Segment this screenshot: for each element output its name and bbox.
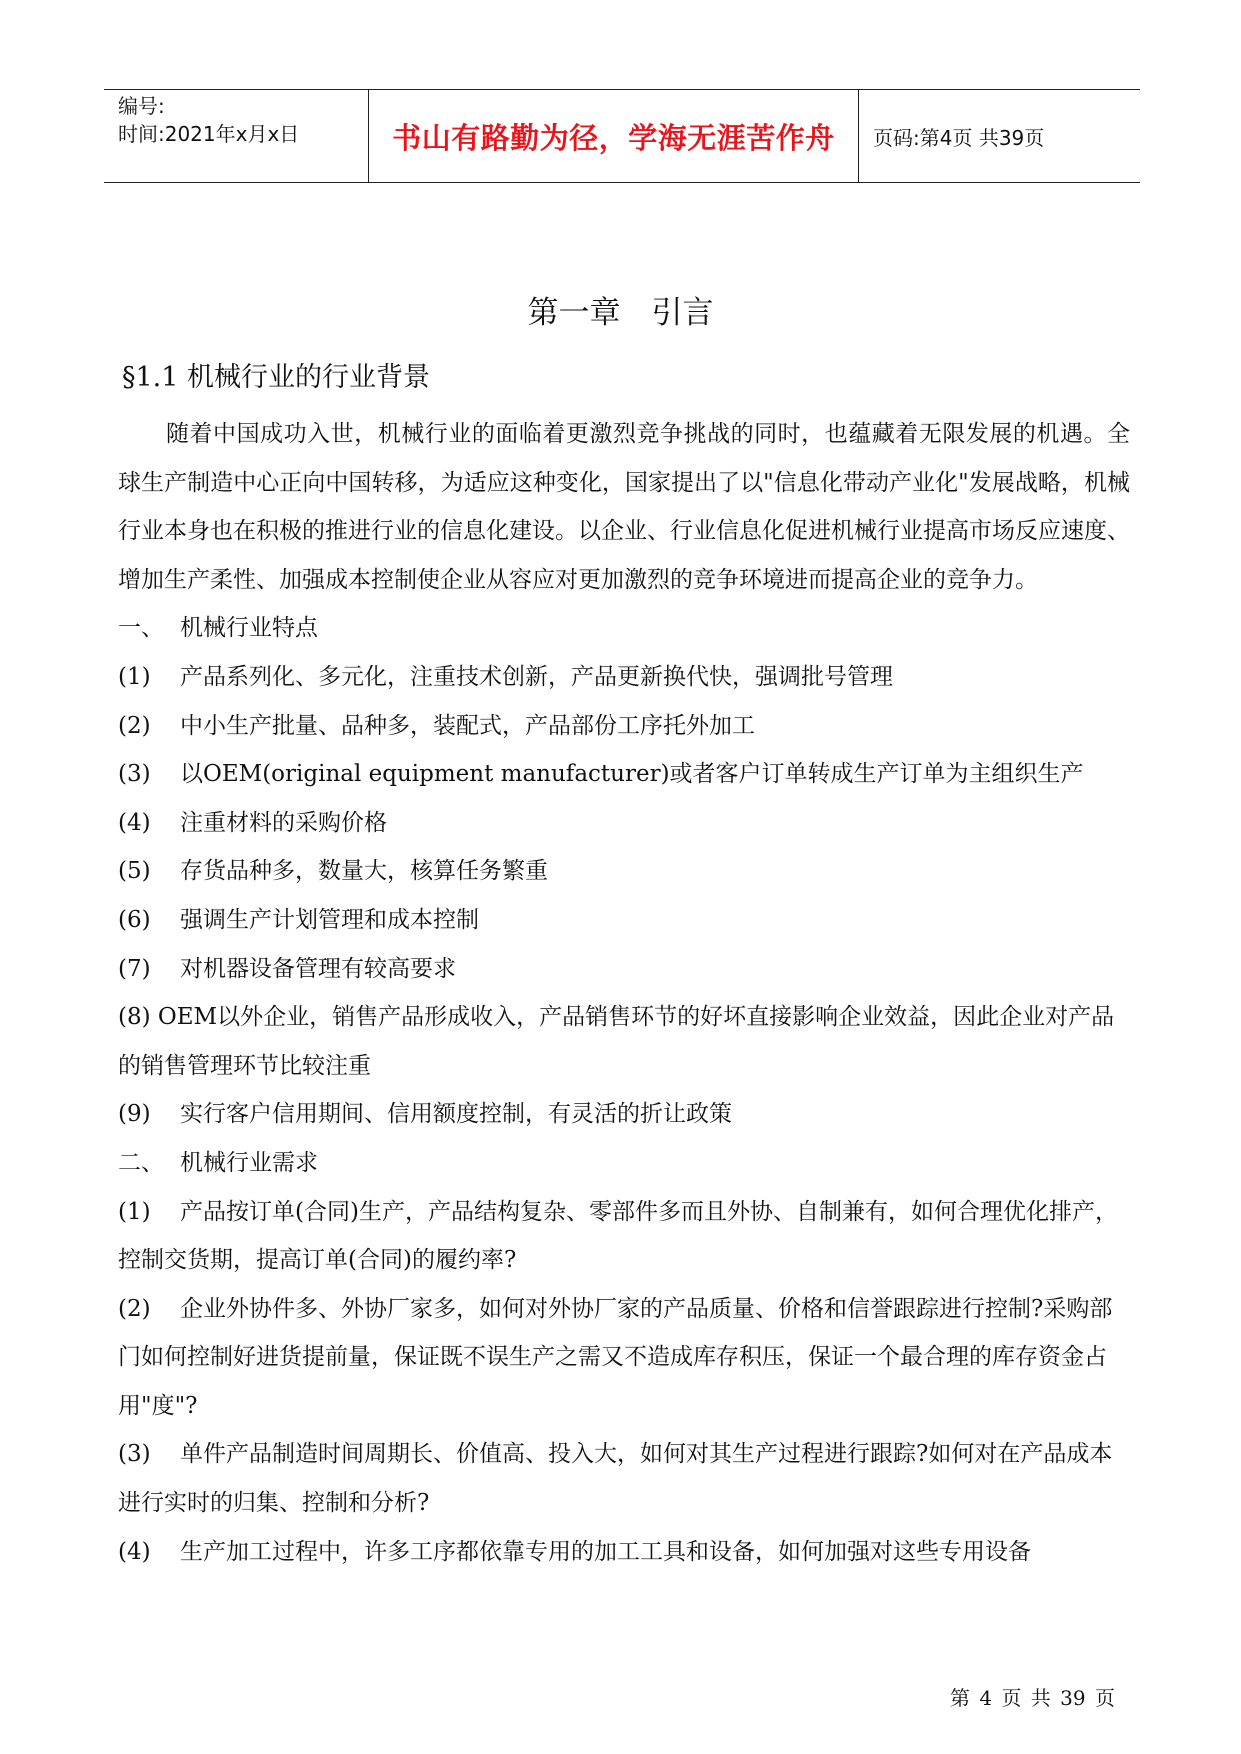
motto-text: 书山有路勤为径，学海无涯苦作舟 xyxy=(392,120,835,155)
serial-number-label: 编号: xyxy=(118,94,165,118)
list-item xyxy=(118,1188,1130,1285)
list-item-text: 强调生产计划管理和成本控制 xyxy=(180,906,479,933)
list-item-text: 实行客户信用期间、信用额度控制，有灵活的折让政策 xyxy=(180,1101,732,1128)
list-item xyxy=(118,847,1130,896)
section-title: §1.1 机械行业的行业背景 xyxy=(122,362,431,393)
header-motto-cell xyxy=(369,90,859,182)
list-item-text: OEM以外企业，销售产品形成收入，产品销售环节的好坏直接影响企业效益，因此企业对产品的销售管理环节比较注重 xyxy=(118,1004,1115,1079)
list-item xyxy=(118,702,1130,751)
list-item-text: 产品按订单(合同)生产，产品结构复杂、零部件多而且外协、自制兼有，如何合理优化排产，控制交货期，提高订单(合同)的履约率? xyxy=(118,1198,1118,1274)
page-number-label: 页码:第4页 共39页 xyxy=(873,125,1045,150)
list-item-text: 中小生产批量、品种多，装配式，产品部份工序托外加工 xyxy=(180,712,755,739)
list-item xyxy=(118,1430,1130,1527)
list-item-text: 单件产品制造时间周期长、价值高、投入大，如何对其生产过程进行跟踪?如何对在产品成本进行实时的归集、控制和分析? xyxy=(118,1441,1113,1517)
list-item-number: (6) xyxy=(118,906,151,933)
header-info-cell xyxy=(104,90,369,182)
list-item-text: 存货品种多，数量大，核算任务繁重 xyxy=(180,858,548,885)
list-item-number: (5) xyxy=(118,858,151,885)
requirements-heading-text: 机械行业需求 xyxy=(180,1149,318,1176)
features-heading-text: 机械行业特点 xyxy=(180,615,318,642)
list-item-text: 生产加工过程中，许多工序都依靠专用的加工工具和设备，如何加强对这些专用设备 xyxy=(180,1538,1031,1565)
list-item-number: (2) xyxy=(118,1295,151,1322)
list-item-number: (4) xyxy=(118,809,151,836)
list-item-number: (2) xyxy=(118,712,151,739)
features-heading-number: 一、 xyxy=(118,615,164,642)
list-item xyxy=(118,799,1130,848)
list-item xyxy=(118,1285,1130,1431)
list-item-number: (1) xyxy=(118,1198,151,1225)
list-item-number: (8) xyxy=(118,1004,151,1031)
requirements-heading xyxy=(118,1139,1130,1188)
list-item-number: (1) xyxy=(118,663,151,690)
list-item-number: (7) xyxy=(118,955,151,982)
header-page-cell xyxy=(859,90,1140,182)
list-item xyxy=(118,1090,1130,1139)
list-item xyxy=(118,1528,1130,1577)
list-item-text: 企业外协件多、外协厂家多，如何对外协厂家的产品质量、价格和信誉跟踪进行控制?采购部门如何控制好进货提前量，保证既不误生产之需又不造成库存积压，保证一个最合理的库存资金占用"度"? xyxy=(118,1295,1113,1419)
list-item-text: 对机器设备管理有较高要求 xyxy=(180,955,456,982)
time-label: 时间:2021年x月x日 xyxy=(118,122,300,146)
list-item xyxy=(118,896,1130,945)
chapter-title: 第一章 引言 xyxy=(527,295,714,331)
document-body xyxy=(118,410,1130,1576)
list-item xyxy=(118,993,1130,1090)
list-item-text: 以OEM(original equipment manufacturer)或者客户订单转成生产订单为主组织生产 xyxy=(180,761,1084,788)
list-item-number: (3) xyxy=(118,1441,151,1468)
list-item-number: (3) xyxy=(118,761,151,788)
requirements-list xyxy=(118,1188,1130,1577)
features-heading xyxy=(118,604,1130,653)
list-item-text: 注重材料的采购价格 xyxy=(180,809,387,836)
list-item xyxy=(118,750,1130,799)
features-list xyxy=(118,653,1130,1139)
intro-paragraph: 随着中国成功入世，机械行业的面临着更激烈竞争挑战的同时，也蕴藏着无限发展的机遇。全球生产制造中心正向中国转移，为适应这种变化，国家提出了以"信息化带动产业化"发展战略，机械行业本身也在积极的推进行业的信息化建设。以企业、行业信息化促进机械行业提高市场反应速度、增加生产柔性、加强成本控制使企业从容应对更加激烈的竞争环境进而提高企业的竞争力。 xyxy=(118,421,1130,593)
requirements-heading-number: 二、 xyxy=(118,1149,164,1176)
list-item xyxy=(118,945,1130,994)
list-item xyxy=(118,653,1130,702)
document-header xyxy=(104,89,1140,183)
list-item-text: 产品系列化、多元化，注重技术创新，产品更新换代快，强调批号管理 xyxy=(180,663,893,690)
list-item-number: (4) xyxy=(118,1538,151,1565)
page-footer: 第 4 页 共 39 页 xyxy=(950,1686,1115,1710)
list-item-number: (9) xyxy=(118,1101,151,1128)
